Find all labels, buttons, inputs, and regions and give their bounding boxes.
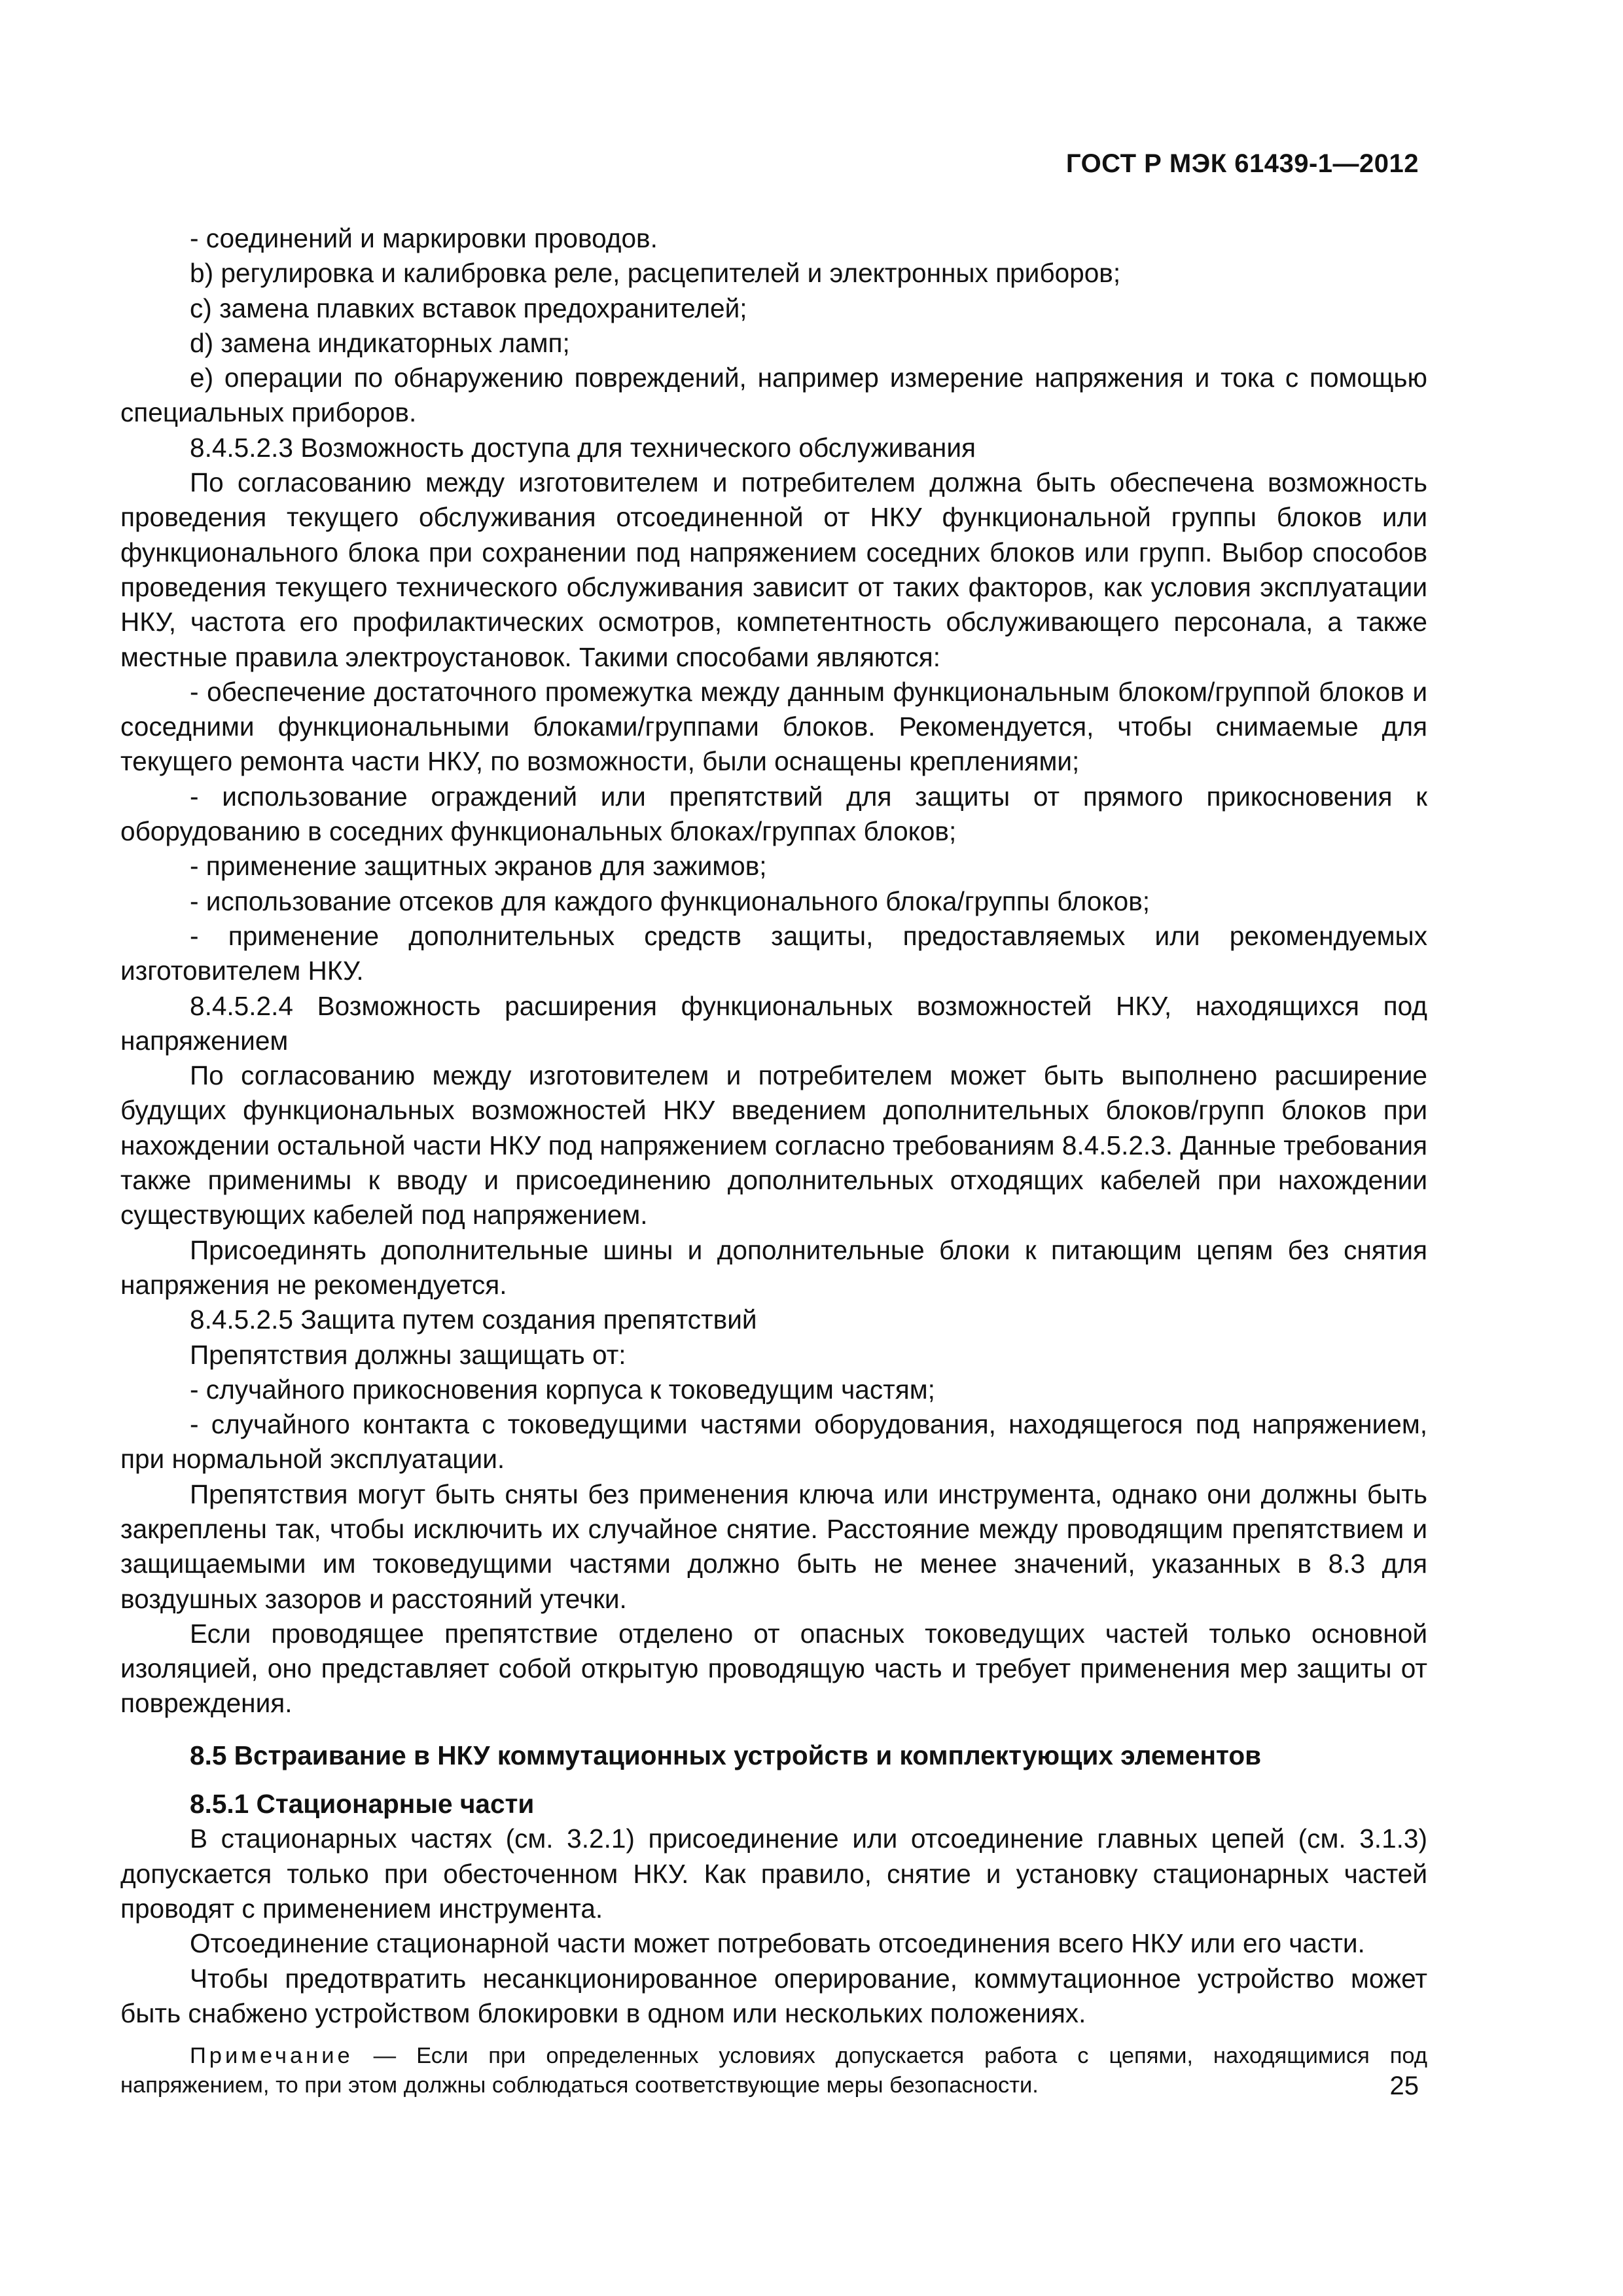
paragraph: Препятствия должны защищать от:	[190, 1339, 626, 1370]
document-body	[120, 221, 1427, 2100]
list-item: - обеспечение достаточного промежутка между данным функциональным блоком/группой блоков и соседними функциональными блоками/группами блоков. Рекомендуется, чтобы снимаемые для текущего ремонта части НКУ, по возможности, были оснащены креплениями;	[120, 676, 1427, 777]
list-item: e) операции по обнаружению повреждений, например измерение напряжения и тока с помощью специальных приборов.	[120, 363, 1427, 428]
list-item: - применение защитных экранов для зажимов;	[190, 851, 767, 882]
list-item: - использование ограждений или препятствий для защиты от прямого прикосновения к оборудованию в соседних функциональных блоках/группах блоков;	[120, 781, 1427, 847]
page-number: 25	[1389, 2072, 1419, 2100]
standard-code-header: ГОСТ Р МЭК 61439-1—2012	[1065, 149, 1419, 178]
list-item: c) замена плавких вставок предохранителей;	[190, 293, 747, 323]
paragraph: По согласованию между изготовителем и потребителем может быть выполнено расширение будущих функциональных возможностей НКУ введением дополнительных блоков/групп блоков при нахождении остальной части НКУ под напряжением согласно требованиям 8.4.5.2.3. Данные требования также применимы к вводу и присоединению дополнительных отходящих кабелей при нахождении существующих кабелей под напряжением.	[120, 1060, 1427, 1230]
list-item: - использование отсеков для каждого функционального блока/группы блоков;	[190, 886, 1150, 916]
section-heading-8-5: 8.5 Встраивание в НКУ коммутационных устройств и комплектующих элементов	[190, 1740, 1262, 1770]
list-item: - применение дополнительных средств защиты, предоставляемых или рекомендуемых изготовителем НКУ.	[120, 920, 1427, 986]
note-text: — Если при определенных условиях допускается работа с цепями, находящимися под напряжением, то при этом должны соблюдаться соответствующие меры безопасности.	[120, 2043, 1427, 2098]
clause-title-8-4-5-2-4: 8.4.5.2.4 Возможность расширения функциональных возможностей НКУ, находящихся под напряжением	[120, 990, 1427, 1056]
paragraph: Если проводящее препятствие отделено от опасных токоведущих частей только основной изоляцией, оно представляет собой открытую проводящую часть и требует применения мер защиты от повреждения.	[120, 1618, 1427, 1719]
clause-title-8-4-5-2-5: 8.4.5.2.5 Защита путем создания препятствий	[190, 1304, 757, 1335]
paragraph: Препятствия могут быть сняты без применения ключа или инструмента, однако они должны быть закреплены так, чтобы исключить их случайное снятие. Расстояние между проводящим препятствием и защищаемыми им токоведущими частями должно быть не менее значений, указанных в 8.3 для воздушных зазоров и расстояний утечки.	[120, 1479, 1427, 1614]
paragraph: В стационарных частях (см. 3.2.1) присоединение или отсоединение главных цепей (см. 3.1.3) допускается только при обесточенном НКУ. Как правило, снятие и установку стационарных частей проводят с применением инструмента.	[120, 1823, 1427, 1924]
note	[120, 2041, 1427, 2100]
clause-title-8-4-5-2-3: 8.4.5.2.3 Возможность доступа для технического обслуживания	[190, 432, 976, 463]
note-label: Примечание	[190, 2043, 353, 2069]
paragraph: Чтобы предотвратить несанкционированное оперирование, коммутационное устройство может быть снабжено устройством блокировки в одном или нескольких положениях.	[120, 1963, 1427, 2028]
list-item: - случайного контакта с токоведущими частями оборудования, находящегося под напряжением, при нормальной эксплуатации.	[120, 1409, 1427, 1475]
list-item: - случайного прикосновения корпуса к токоведущим частям;	[190, 1374, 935, 1405]
paragraph: - соединений и маркировки проводов.	[190, 223, 658, 253]
list-item: d) замена индикаторных ламп;	[190, 327, 570, 358]
subsection-heading-8-5-1: 8.5.1 Стационарные части	[190, 1789, 535, 1820]
paragraph: Отсоединение стационарной части может потребовать отсоединения всего НКУ или его части.	[190, 1928, 1365, 1959]
paragraph: По согласованию между изготовителем и потребителем должна быть обеспечена возможность проведения текущего обслуживания отсоединенной от НКУ функциональной группы блоков или функционального блока при сохранении под напряжением соседних блоков или групп. Выбор способов проведения текущего технического обслуживания зависит от таких факторов, как условия эксплуатации НКУ, частота его профилактических осмотров, компетентность обслуживающего персонала, а также местные правила электроустановок. Такими способами являются:	[120, 467, 1427, 672]
list-item: b) регулировка и калибровка реле, расцепителей и электронных приборов;	[190, 258, 1121, 289]
paragraph: Присоединять дополнительные шины и дополнительные блоки к питающим цепям без снятия напряжения не рекомендуется.	[120, 1234, 1427, 1300]
